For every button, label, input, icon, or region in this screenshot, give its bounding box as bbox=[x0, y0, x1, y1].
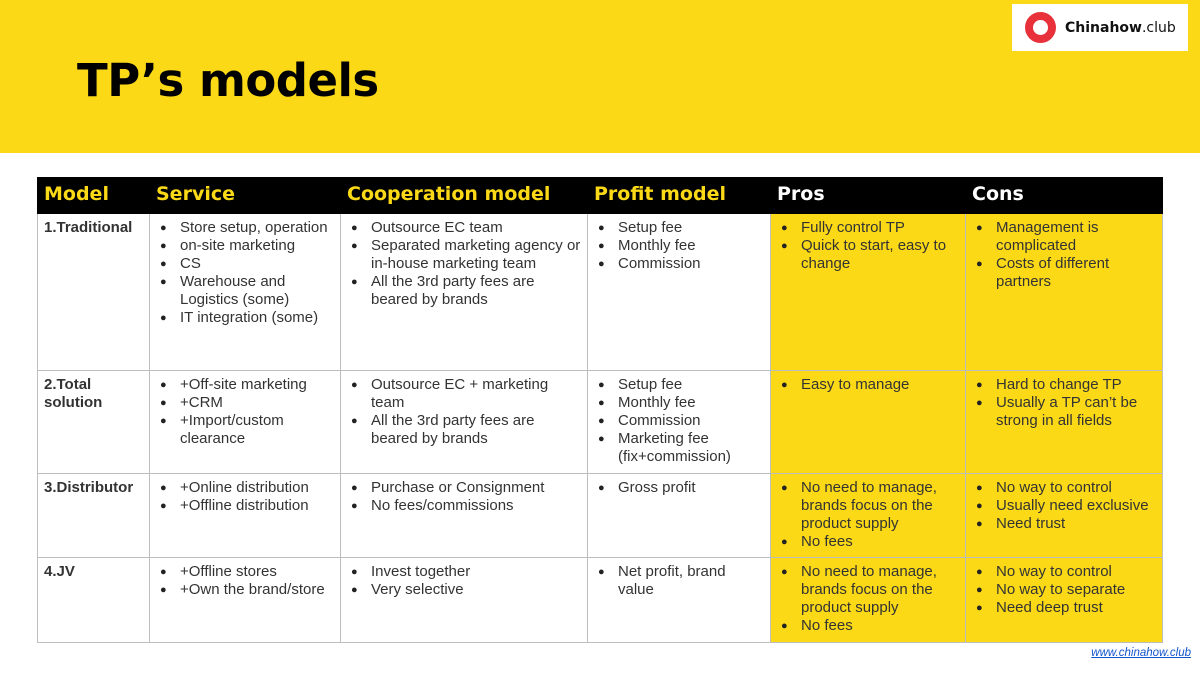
list-item: ● No way to separate bbox=[972, 581, 1156, 599]
list-item: ● Quick to start, easy to change bbox=[777, 237, 959, 273]
list-item: ● Commission bbox=[594, 255, 764, 273]
list-item: ● Store setup, operation bbox=[156, 219, 334, 237]
cons-cell bbox=[966, 474, 1163, 558]
list-item: ● Very selective bbox=[347, 581, 581, 599]
list-item: ● Need trust bbox=[972, 515, 1156, 533]
table-row bbox=[38, 371, 1163, 474]
list-item: ● No fees bbox=[777, 617, 959, 635]
list-item: ● +Online distribution bbox=[156, 479, 334, 497]
list-item: ● IT integration (some) bbox=[156, 309, 334, 327]
table-row bbox=[38, 558, 1163, 643]
list-item: ● No way to control bbox=[972, 479, 1156, 497]
logo-brand: Chinahow bbox=[1065, 19, 1142, 36]
logo-suffix: .club bbox=[1141, 19, 1176, 36]
column-header-cooperation: Cooperation model bbox=[341, 178, 588, 214]
website-link[interactable]: www.chinahow.club bbox=[1091, 647, 1191, 659]
list-item: ● No fees bbox=[777, 533, 959, 551]
list-item: ● Monthly fee bbox=[594, 237, 764, 255]
list-item: ● Fully control TP bbox=[777, 219, 959, 237]
list-item: ● Monthly fee bbox=[594, 394, 764, 412]
page-title: TP’s models bbox=[77, 54, 379, 107]
cooperation-cell bbox=[341, 558, 588, 643]
list-item: ● All the 3rd party fees are beared by brands bbox=[347, 273, 581, 309]
pros-cell bbox=[771, 371, 966, 474]
profit-cell bbox=[588, 558, 771, 643]
list-item: ● +Off-site marketing bbox=[156, 376, 334, 394]
list-item: ● +Import/custom clearance bbox=[156, 412, 334, 448]
column-header-model: Model bbox=[38, 178, 150, 214]
profit-cell bbox=[588, 214, 771, 371]
list-item: ● Need deep trust bbox=[972, 599, 1156, 617]
list-item: ● All the 3rd party fees are beared by brands bbox=[347, 412, 581, 448]
list-item: ● Setup fee bbox=[594, 376, 764, 394]
list-item: ● Invest together bbox=[347, 563, 581, 581]
column-header-pros: Pros bbox=[771, 178, 966, 214]
column-header-profit: Profit model bbox=[588, 178, 771, 214]
pros-cell bbox=[771, 214, 966, 371]
list-item: ● Usually need exclusive bbox=[972, 497, 1156, 515]
brand-logo bbox=[1012, 4, 1188, 51]
cooperation-cell bbox=[341, 214, 588, 371]
list-item: ● +Offline distribution bbox=[156, 497, 334, 515]
list-item: ● No need to manage, brands focus on the product supply bbox=[777, 479, 959, 533]
service-cell bbox=[150, 214, 341, 371]
list-item: ● Hard to change TP bbox=[972, 376, 1156, 394]
list-item: ● Outsource EC team bbox=[347, 219, 581, 237]
list-item: ● Commission bbox=[594, 412, 764, 430]
table-row bbox=[38, 474, 1163, 558]
list-item: ● Costs of different partners bbox=[972, 255, 1156, 291]
list-item: ● +CRM bbox=[156, 394, 334, 412]
model-cell: 1.Traditional bbox=[38, 214, 150, 371]
model-cell: 2.Total solution bbox=[38, 371, 150, 474]
list-item: ● Gross profit bbox=[594, 479, 764, 497]
list-item: ● Management is complicated bbox=[972, 219, 1156, 255]
column-header-service: Service bbox=[150, 178, 341, 214]
table-header-row bbox=[38, 178, 1163, 214]
list-item: ● CS bbox=[156, 255, 334, 273]
model-cell: 3.Distributor bbox=[38, 474, 150, 558]
list-item: ● Usually a TP can’t be strong in all fields bbox=[972, 394, 1156, 430]
circle-logo-icon bbox=[1025, 12, 1056, 43]
list-item: ● Warehouse and Logistics (some) bbox=[156, 273, 334, 309]
list-item: ● on-site marketing bbox=[156, 237, 334, 255]
list-item: ● No fees/commissions bbox=[347, 497, 581, 515]
list-item: ● Outsource EC + marketing team bbox=[347, 376, 581, 412]
service-cell bbox=[150, 474, 341, 558]
pros-cell bbox=[771, 474, 966, 558]
table-row bbox=[38, 214, 1163, 371]
service-cell bbox=[150, 371, 341, 474]
cons-cell bbox=[966, 558, 1163, 643]
list-item: ● Net profit, brand value bbox=[594, 563, 764, 599]
profit-cell bbox=[588, 371, 771, 474]
list-item: ● No need to manage, brands focus on the product supply bbox=[777, 563, 959, 617]
service-cell bbox=[150, 558, 341, 643]
list-item: ● Separated marketing agency or in-house marketing team bbox=[347, 237, 581, 273]
pros-cell bbox=[771, 558, 966, 643]
cooperation-cell bbox=[341, 371, 588, 474]
column-header-cons: Cons bbox=[966, 178, 1163, 214]
list-item: ● Setup fee bbox=[594, 219, 764, 237]
list-item: ● No way to control bbox=[972, 563, 1156, 581]
list-item: ● Marketing fee (fix+commission) bbox=[594, 430, 764, 466]
cooperation-cell bbox=[341, 474, 588, 558]
cons-cell bbox=[966, 214, 1163, 371]
list-item: ● Easy to manage bbox=[777, 376, 959, 394]
list-item: ● +Offline stores bbox=[156, 563, 334, 581]
models-table bbox=[37, 177, 1163, 643]
cons-cell bbox=[966, 371, 1163, 474]
list-item: ● Purchase or Consignment bbox=[347, 479, 581, 497]
model-cell: 4.JV bbox=[38, 558, 150, 643]
profit-cell bbox=[588, 474, 771, 558]
list-item: ● +Own the brand/store bbox=[156, 581, 334, 599]
logo-text bbox=[1065, 20, 1176, 36]
